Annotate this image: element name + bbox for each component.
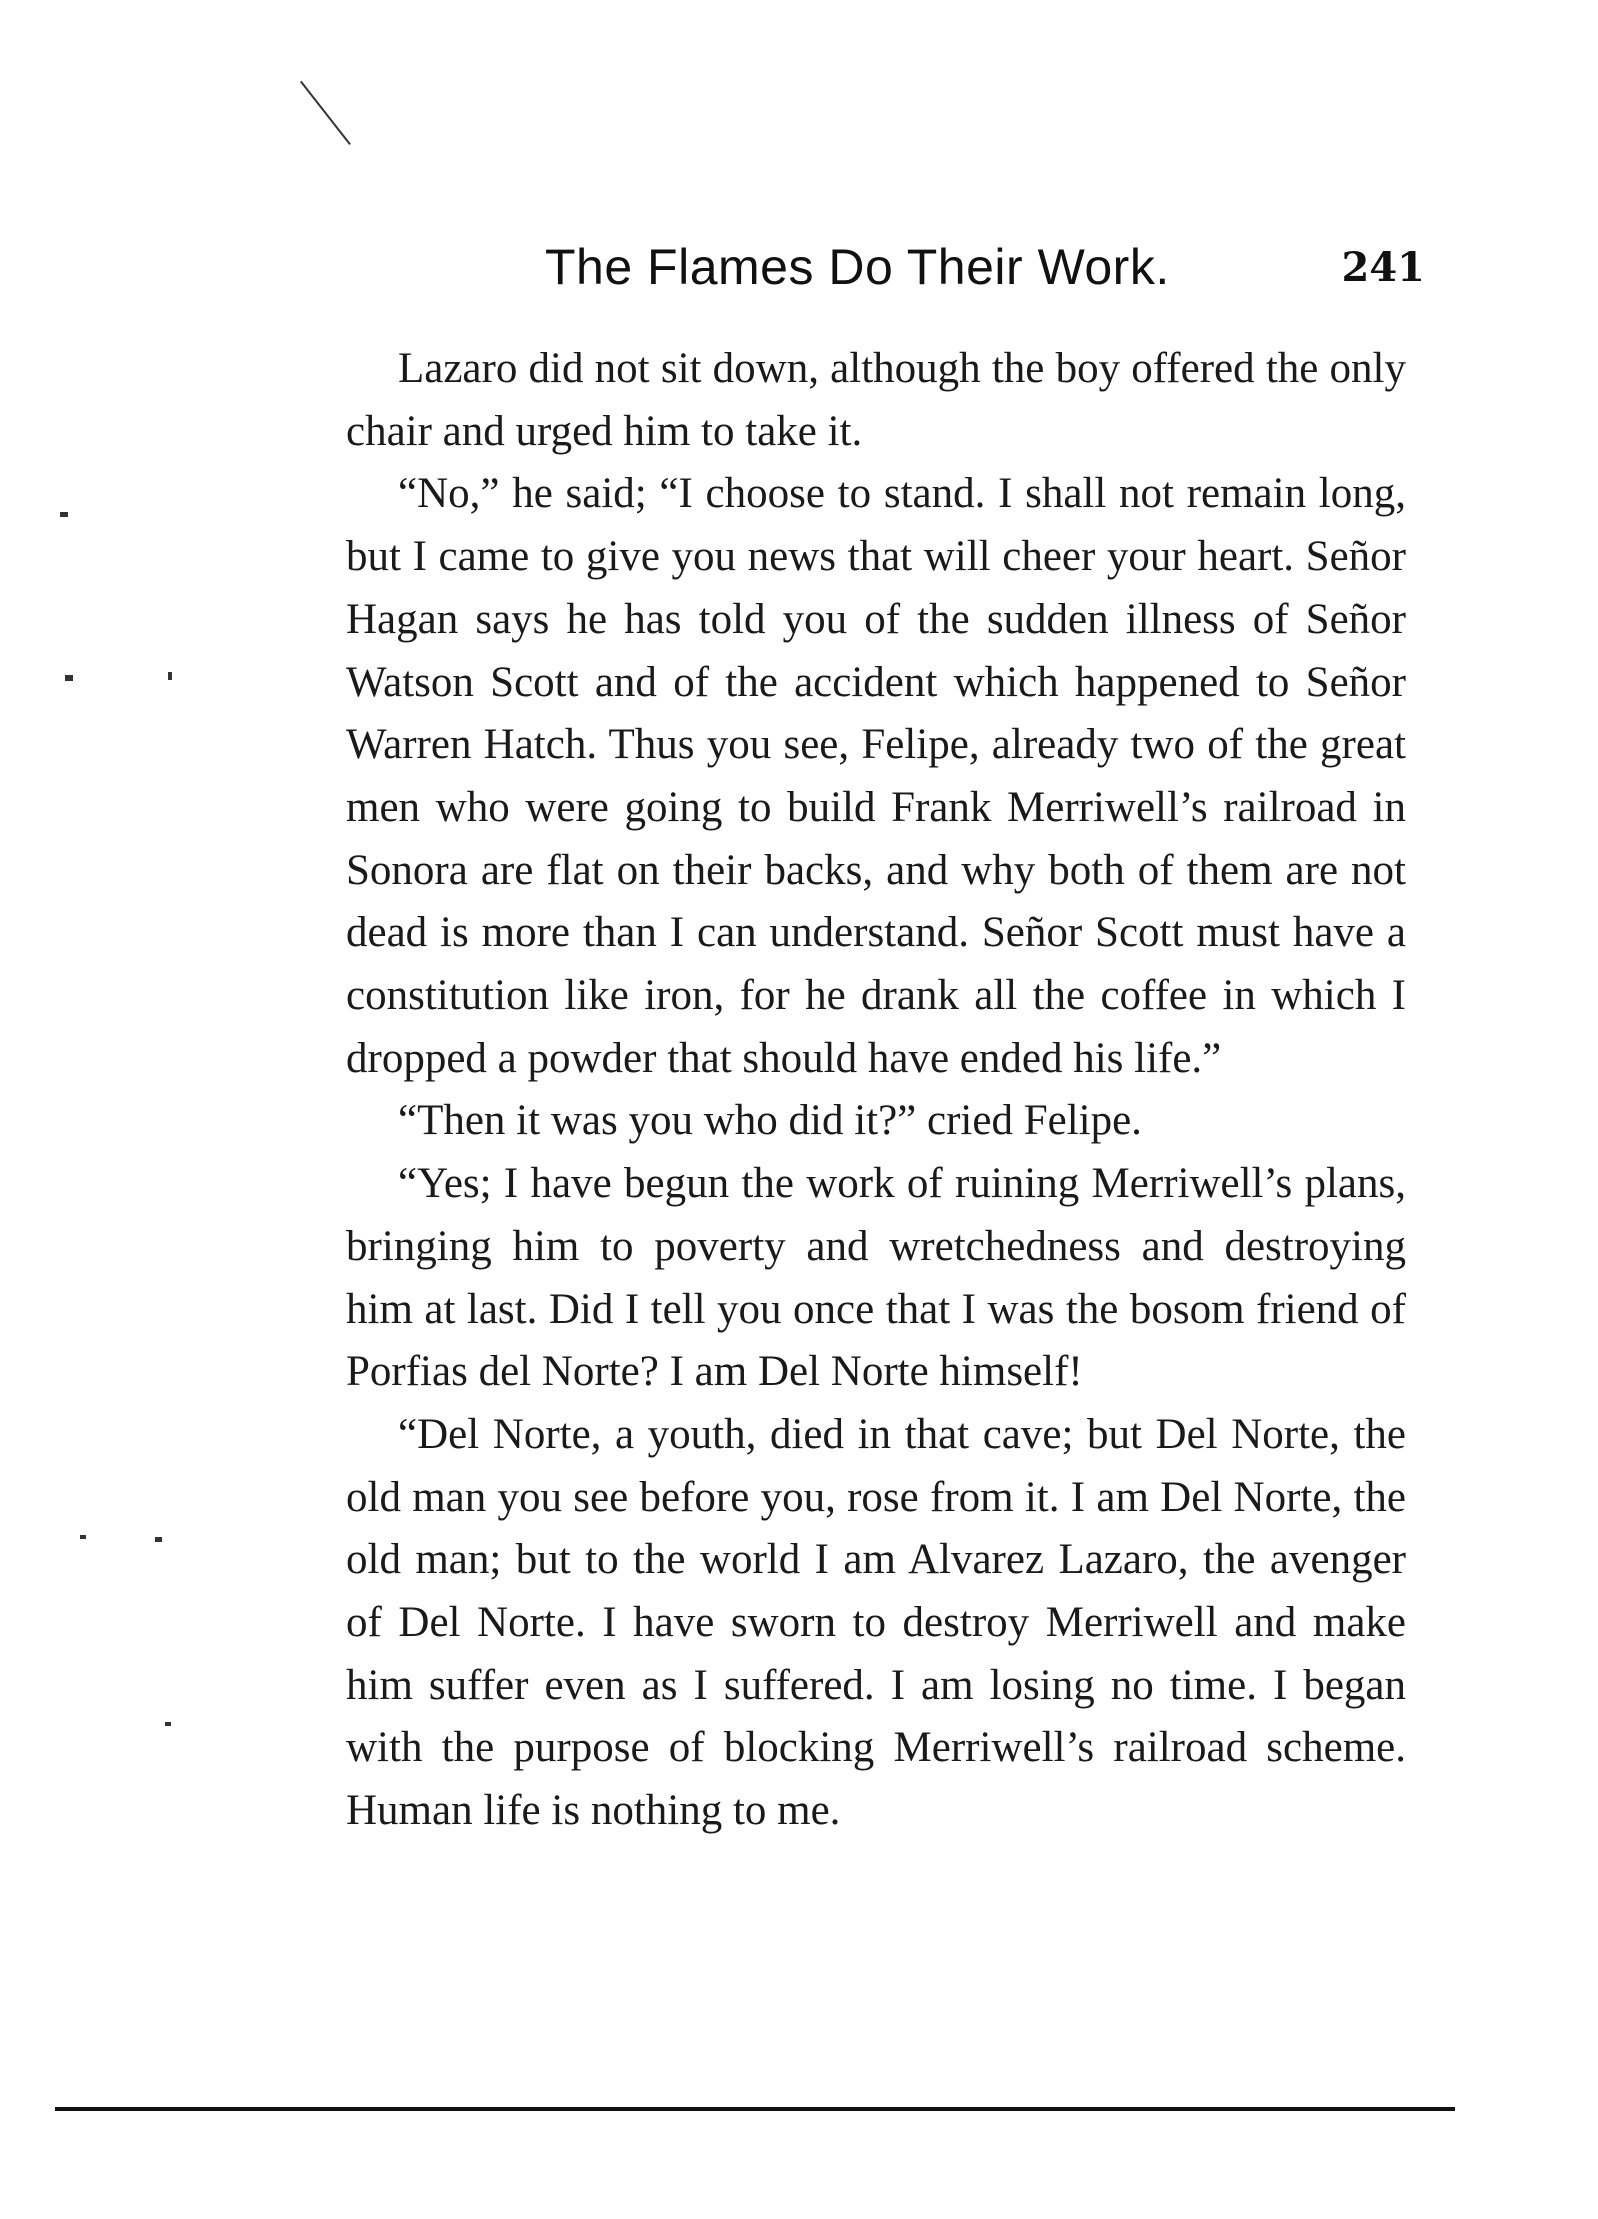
- paragraph: “Yes; I have begun the work of ruining Merriwell’s plans, bringing him to poverty and wretchedness and destroying him at last. Did I tell you once that I was the bosom friend of Porfias del Norte? I am Del Norte himself!: [346, 1160, 1406, 1396]
- scan-speck: [60, 512, 68, 517]
- scan-speck: [155, 1537, 162, 1542]
- scan-mark: [300, 81, 351, 145]
- scan-speck: [168, 672, 172, 680]
- paragraph: “Then it was you who did it?” cried Felipe.: [398, 1097, 1142, 1145]
- scan-speck: [65, 675, 73, 681]
- paragraph: “No,” he said; “I choose to stand. I shall not remain long, but I came to give you news that will cheer your heart. Señor Hagan says he has told you of the sudden illness of Señor Watson Scott and of the accident which happened to Señor Warren Hatch. Thus you see, Felipe, already two of the great men who were going to build Frank Merriwell’s railroad in Sonora are flat on their backs, and why both of them are not dead is more than I can understand. Señor Scott must have a constitution like iron, for he drank all the coffee in which I dropped a powder that should have ended his life.”: [346, 470, 1406, 1082]
- paragraph: Lazaro did not sit down, although the boy offered the only chair and urged him to take it.: [346, 345, 1406, 455]
- page-number: 241: [1341, 244, 1425, 291]
- body-text: [346, 338, 1406, 1843]
- bottom-rule: [55, 2107, 1455, 2111]
- scan-speck: [80, 1535, 86, 1539]
- running-title: The Flames Do Their Work.: [545, 239, 1170, 295]
- paragraph: “Del Norte, a youth, died in that cave; but Del Norte, the old man you see before you, rose from it. I am Del Norte, the old man; but to the world I am Alvarez Lazaro, the avenger of Del Norte. I have sworn to destroy Merriwell and make him suffer even as I suffered. I am losing no time. I began with the purpose of blocking Merriwell’s railroad scheme. Human life is nothing to me.: [346, 1410, 1406, 1835]
- scan-speck: [165, 1722, 171, 1726]
- page-header: [545, 238, 1425, 318]
